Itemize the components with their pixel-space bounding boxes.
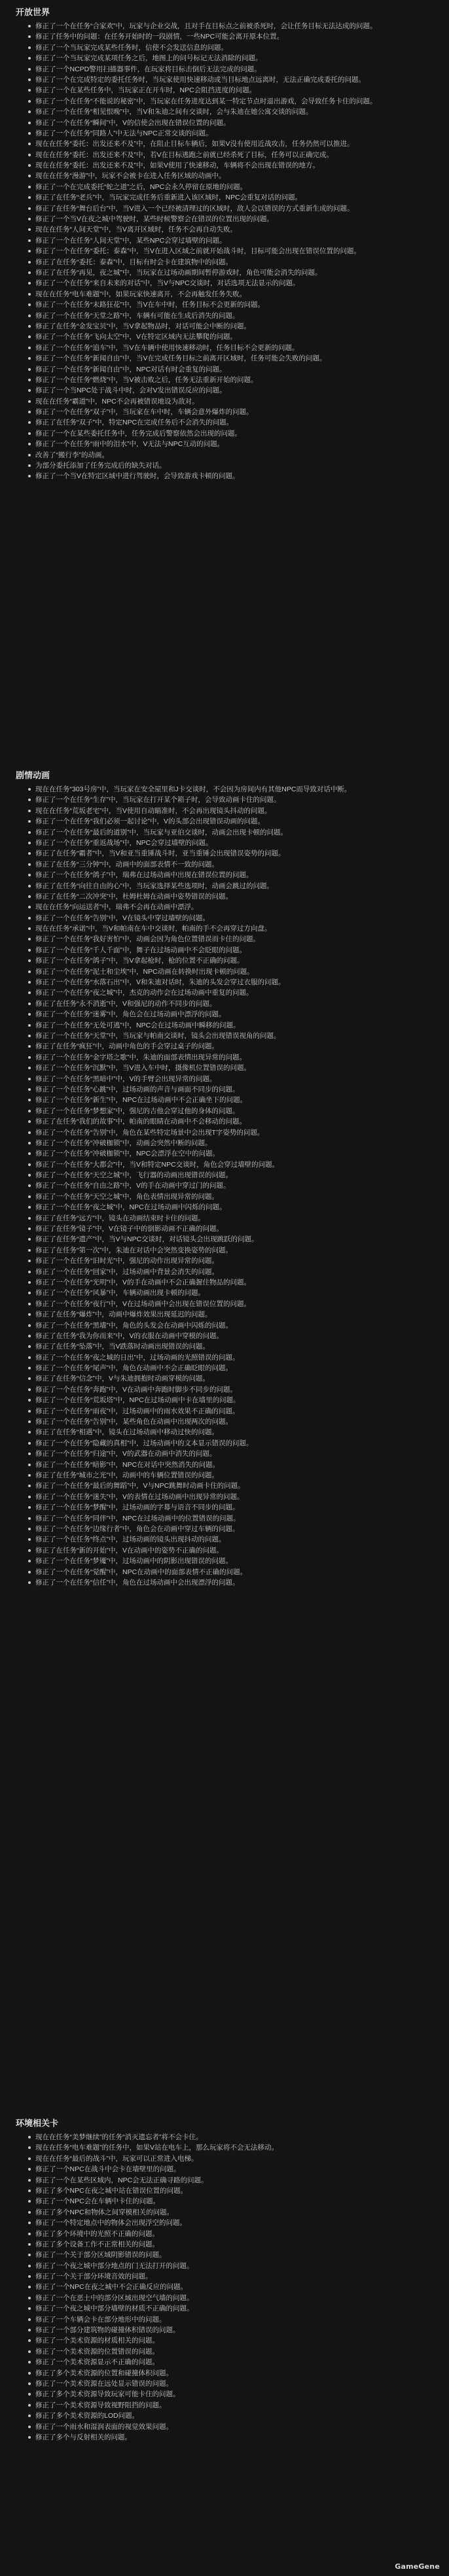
list-item: 修正了一个在任务“鸽子”中，瑞弗在过场动画中出现在错误位置的问题。 <box>35 870 435 880</box>
list-item: 修正了一个雨水和湿润表面的视觉效果问题。 <box>35 2422 435 2431</box>
list-item: 修正了一个在任务“告别”中，V在镜头中穿过墙壁的问题。 <box>35 914 435 923</box>
list-item: 修正了一个在某些区域内，NPC会无法正确寻路的问题。 <box>35 2176 435 2185</box>
list-item: 修正了一个在任务“来自未来的对话”中，当V与NPC交谈时，对话选项无法显示的问题。 <box>35 279 435 288</box>
list-item: 修正了在任务“疯狂”中，动画中角色的手会穿过桌子的问题。 <box>35 1042 435 1051</box>
list-item: 修正了一个在任务“最后的舞蹈”中，V与NPC跳舞时动画卡住的问题。 <box>35 1481 435 1490</box>
list-item: 修正了一个当V在夜之城中驾驶时，某些时候警察会在错误的位置出现的问题。 <box>35 215 435 224</box>
list-item: 修正了一个在任务“隐藏的真相”中，过场动画中的文本显示错误的问题。 <box>35 1439 435 1448</box>
list-item: 修正了任务中的问题：在任务开始时的一段剧情，一些NPC可能会离开原本位置。 <box>35 32 435 41</box>
list-item: 修正了一个在任务“沉默”中，当V进入车中时，摄像机位置错误的问题。 <box>35 1063 435 1073</box>
list-item: 修正了一个在任务“旧时光”中，强尼的动作出现异常的问题。 <box>35 1256 435 1265</box>
list-item: 修正了在任务“委托：泰森”中，目标有时会卡在建筑物中的问题。 <box>35 258 435 267</box>
list-item: 修正了一个在任务“生存”中，当玩家在打开某个箱子时，会导致动画卡住的问题。 <box>35 795 435 804</box>
list-item: 修正了多个美术资源的LOD问题。 <box>35 2411 435 2420</box>
list-item: 修正了一个在任务“水落石出”中，V和朱迪对话时，朱迪的头发会穿过衣服的问题。 <box>35 978 435 987</box>
list-item: 修正了一个美术资源显示不正确的问题。 <box>35 2358 435 2367</box>
list-item: 修正了在任务“双子”中，特定NPC在完成任务后不会消失的问题。 <box>35 418 435 427</box>
list-item: 修正了一个美术资源导致视野阻挡的问题。 <box>35 2401 435 2410</box>
list-item: 修正了一个在任务“夜行”中，V在过场动画中会出现在错误位置的问题。 <box>35 1299 435 1309</box>
list-item: 修正了一个在任务“千人千面”中，舞子在过场动画中不会眨眼的问题。 <box>35 946 435 955</box>
list-item: 修正了在任务“镜子”中，V在镜子中的倒影动画不正确的问题。 <box>35 1224 435 1233</box>
list-item: 现在在任务“荒坂老宅”中，当V使用自动瞄准时，不会再出现镜头抖动的问题。 <box>35 806 435 816</box>
list-item: 修正了在任务“再见，夜之城”中，当玩家在过场动画期间暂停游戏时，角色可能会消失的问题。 <box>35 268 435 277</box>
list-item: 修正了一个当NPC处于战斗中时，会对V发出错误反应的问题。 <box>35 386 435 395</box>
list-item: 现在在任务“美梦继续”的任务“消灭遗忘者”将不会卡住。 <box>35 2133 435 2142</box>
list-item: 修正了一个在任务“梦魇”中，过场动画中的阴影出现错误的问题。 <box>35 1556 435 1566</box>
list-item: 修正了一个在任务“终点”中，过场动画的镜头出现抖动的问题。 <box>35 1535 435 1544</box>
watermark-logo: GameGene <box>395 2562 440 2571</box>
list-item: 修正了一个在任务“天堂之路”中，车辆有可能在生成后消失的问题。 <box>35 311 435 320</box>
list-item: 修正了一个夜之城中部分地点的门无法打开的问题。 <box>35 2261 435 2271</box>
list-item: 修正了一个在任务“黑暗中”中，V的手臂会出现异常的问题。 <box>35 1074 435 1084</box>
list-item: 修正了一个在任务“梦想家”中，强尼的吉他会穿过他的身体的问题。 <box>35 1107 435 1116</box>
list-item: 修正了一个部分建筑物的碰撞体积错误的问题。 <box>35 2326 435 2335</box>
list-item: 修正了一个在任务“荒坂塔”中，NPC在过场动画中卡在墙里的问题。 <box>35 1396 435 1405</box>
list-item: 现在在任务“委托：出发还来不及”中，若V在目标逃跑之前就已经杀死了目标，任务可以正确完成。 <box>35 150 435 160</box>
list-item: 修正了一个在任务“冲破枷锁”中，NPC会漂浮在空中的问题。 <box>35 1149 435 1158</box>
section-open-world <box>16 5 435 483</box>
list-item: 修正了一个在任务“委托：泰森”中，当V在进入区域之前就开始战斗时，目标可能会出现在错误位置的问题。 <box>35 247 435 256</box>
list-item: 现在在任务“最后的战斗”中，玩家可以正常进入电梯。 <box>35 2154 435 2163</box>
section-environment <box>16 2116 435 2443</box>
list-item: 现在在任务“向运送者”中，瑞弗不会再在动画中漂浮。 <box>35 902 435 912</box>
list-item: 修正了一个在恶土中的部分区域出现空气墙的问题。 <box>35 2293 435 2303</box>
list-item: 修正了一个当玩家完成某些任务时，信使不会发送信息的问题。 <box>35 43 435 52</box>
list-item: 现在在任务“303号房”中，当玩家在安全屋里和J卡交谈时，不会因为房间内有其他NPC而导致对话中断。 <box>35 785 435 794</box>
list-item: 修正了一个在任务“告别”中，某些角色在动画中出现两次的问题。 <box>35 1417 435 1426</box>
list-item: 修正了一个在任务“夜之城的日出”中，过场动画的光照错误的问题。 <box>35 1353 435 1362</box>
list-item: 修正了一个美术资源在远处显示错误的问题。 <box>35 2379 435 2388</box>
list-item: 修正了在任务“我为你而来”中，V的衣服在动画中穿模的问题。 <box>35 1331 435 1341</box>
list-item: 修正了在任务“相遇”中，镜头在过场动画中移动过快的问题。 <box>35 1428 435 1437</box>
list-item: 修正了一个在任务“风暴”中，车辆动画出现卡顿的问题。 <box>35 1288 435 1297</box>
list-item: 修正了一个在完成委托“蛇之道”之后，NPC会永久停留在原地的问题。 <box>35 182 435 192</box>
list-item: 现在在任务“承诺”中，当V和帕南在车中交谈时，帕南的手不会再穿过方向盘。 <box>35 924 435 933</box>
list-item: 修正了多个NPC和物体之间穿模相关的问题。 <box>35 2208 435 2217</box>
list-item: 修正了一个关于部分区域阴影错误的问题。 <box>35 2250 435 2259</box>
list-item: 修正了一个在任务“大都会”中，当V和特定NPC交谈时，角色会穿过墙壁的问题。 <box>35 1160 435 1169</box>
list-item: 修正了在任务“金发宝贝”中，当V拿起物品时，对话可能会中断的问题。 <box>35 322 435 331</box>
list-item: 为部分委托添加了任务完成后的缺失对话。 <box>35 461 435 470</box>
list-item: 修正了多个设备工作不正常相关的问题。 <box>35 2240 435 2249</box>
list-item: 修正了在任务“坠落”中，当V跌落时动画出现错误的问题。 <box>35 1342 435 1351</box>
list-item: 现在在任务“电车难题”的任务中，如果V站在电车上，那么玩家将不会无法移动。 <box>35 2143 435 2152</box>
list-item: 修正了一个在任务“新闻自由”中，NPC对话有时会重复的问题。 <box>35 365 435 374</box>
list-item: 修正了一个在任务“边缘行者”中，角色会在动画中穿过车辆的问题。 <box>35 1524 435 1534</box>
list-item: 修正了一个在任务“觉醒”中，NPC在动画中的面部表情不正确的问题。 <box>35 1568 435 1577</box>
list-item: 修正了一个在任务“鸽子”中，当V拿起枪时，枪的位置不正确的问题。 <box>35 956 435 965</box>
list-item: 现在在任务“漫游”中，玩家不会被卡在进入任务区域的动画中。 <box>35 171 435 180</box>
list-item: 修正了一个在完成特定的委托任务时，当玩家使用快速移动或当目标地点远离时，无法正确完成委托的问题。 <box>35 75 435 84</box>
section-title-cutscenes: 剧情动画 <box>16 770 50 780</box>
list-item: 修正了一个在任务“新闻自由”中，当V在完成任务目标之前离开区域时，任务可能会失败的问题。 <box>35 354 435 363</box>
list-item: 修正了一个在任务“最后的道别”中，当玩家与亚伯交谈时，动画会出现卡顿的问题。 <box>35 828 435 837</box>
list-item: 修正了在任务“向往自由的心”中，当玩家选择某些选项时，动画会跳过的问题。 <box>35 882 435 891</box>
list-item: 修正了一个在任务“梦醒”中，过场动画的字幕与语音不同步的问题。 <box>35 1503 435 1512</box>
list-item: 修正了一个在任务“飞向太空”中，V在特定区域内无法攀爬的问题。 <box>35 332 435 341</box>
list-item: 修正了一个在任务“合家欢”中，玩家与企业交战，且对手在目标点之前被杀死时，会让任务目标无法达成的问题。 <box>35 22 435 31</box>
list-item: 修正了一个在任务“雨夜”中，过场动画中的雨水效果不正确的问题。 <box>35 1407 435 1416</box>
list-item: 修正了多个NPC在夜之城中站在错误位置的问题。 <box>35 2186 435 2195</box>
list-item: 现在在任务“电车难题”中，如果玩家快速离开，不会再触发任务失败。 <box>35 290 435 299</box>
list-item: 修正了一个NPC在夜之城中不会正确反应的问题。 <box>35 2282 435 2292</box>
list-item: 修正了在任务“三分钟”中，动画中的面部表情不一致的问题。 <box>35 860 435 869</box>
list-item: 现在在任务“委托：出发还来不及”中，如果V使用了快速移动，车辆将不会出现在错误的地方。 <box>35 161 435 170</box>
list-item: 修正了一个在任务“归途”中，V的武器在动画中消失的问题。 <box>35 1449 435 1458</box>
list-item: 修正了在任务“老兵”中，当玩家完成任务后重新进入该区域时，NPC会重复对话的问题。 <box>35 193 435 202</box>
list-item: 修正了一个在任务“暗影”中，NPC在对话中突然消失的问题。 <box>35 1460 435 1469</box>
list-item: 修正了一个车辆会卡在部分地形中的问题。 <box>35 2315 435 2324</box>
list-item: 修正了多个美术资源的位置和碰撞体积问题。 <box>35 2369 435 2378</box>
list-item: 修正了一个当玩家完成某项任务之后，地图上的问号标记无法消除的问题。 <box>35 54 435 63</box>
list-item: 修正了一个在任务“末路狂花”中，当V在车中时，任务目标不会更新的问题。 <box>35 300 435 309</box>
list-item: 修正了一个在任务“夜之城”中，杰克的动作会在过场动画中重复的问题。 <box>35 988 435 997</box>
list-item: 修正了一个在任务“同路人”中无法与NPC正常交谈的问题。 <box>35 129 435 138</box>
list-item: 修正了多个与反射相关的问题。 <box>35 2433 435 2442</box>
list-item: 修正了在任务“霸者”中，当V和亚当重锤战斗时，亚当重锤会出现错误姿势的问题。 <box>35 849 435 858</box>
list-item: 修正了在任务“永不消逝”中，V和强尼的动作不同步的问题。 <box>35 999 435 1008</box>
list-item: 修正了一个在任务“迷雾”中，角色会在过场动画中漂浮的问题。 <box>35 1010 435 1019</box>
list-item: 现在在任务“委托：出发还来不及”中，在阻止目标车辆后，如果V没有使用近战攻击，任务仍然可以推进。 <box>35 139 435 148</box>
list-item: 修正了一个在任务“信任”中，角色在过场动画中会出现漂浮的问题。 <box>35 1578 435 1587</box>
list-item: 修正了一个NCPD警用扫描器事件，在玩家将目标击倒后无法完成的问题。 <box>35 65 435 74</box>
list-item: 修正了一个在任务“追车”中，当V在车辆中使用快速移动时，任务目标不会更新的问题。 <box>35 343 435 352</box>
list-item: 修正了在任务“舞台后台”中，当V进入一个已经被清理过的区域时，敌人会以错误的方式重新生成的问题。 <box>35 204 435 213</box>
list-item: 修正了一个在任务“天堂”中，当玩家与帕南交谈时，镜头会出现错误视角的问题。 <box>35 1031 435 1040</box>
list-item: 修正了一个在任务“奔跑”中，V在动画中奔跑时脚步不同步的问题。 <box>35 1385 435 1394</box>
list-item: 修正了一个NPC会在车辆中卡住的问题。 <box>35 2197 435 2206</box>
list-item: 修正了在任务“爆炸”中，动画中爆炸效果出现延迟的问题。 <box>35 1310 435 1319</box>
list-item: 修正了一个在任务“尾声”中，角色在动画中不会正确眨眼的问题。 <box>35 1364 435 1373</box>
list-item: 修正了一个当V在特定区域中进行驾驶时，会导致游戏卡顿的问题。 <box>35 472 435 481</box>
list-item: 修正了一个在任务“迷失”中，V的表情在过场动画中出现异常的问题。 <box>35 1492 435 1502</box>
section-title-environment: 环境相关卡 <box>16 2118 59 2128</box>
list-item: 修正了一个关于部分环境音效的问题。 <box>35 2272 435 2281</box>
list-item: 修正了一个在任务“黑墙”中，角色的头发会在动画中闪烁的问题。 <box>35 1321 435 1330</box>
notes-list-open-world <box>16 22 435 481</box>
list-item: 修正了一个在任务“不能说的秘密”中，当玩家在任务进度达到某一特定节点时退出游戏，会导致任务卡住的问题。 <box>35 97 435 106</box>
list-item: 修正了一个在任务“雨中的泪水”中，V无法与NPC互动的问题。 <box>35 439 435 449</box>
list-item: 修正了一个美术资源的位置错误的问题。 <box>35 2347 435 2356</box>
list-item: 修正了一个在任务“燃烧”中，当V被击败之后，任务无法重新开始的问题。 <box>35 375 435 385</box>
list-item: 修正了一个在任务“金字塔之歌”中，朱迪的面部表情出现异常的问题。 <box>35 1053 435 1062</box>
list-item: 修正了一个在任务“同伴”中，NPC在过场动画中的位置错误的问题。 <box>35 1514 435 1523</box>
list-item: 修正了一个在任务“泥土和尘埃”中，NPC动画在转换时出现卡顿的问题。 <box>35 967 435 976</box>
list-item: 修正了多个环境中的光照不正确的问题。 <box>35 2229 435 2239</box>
list-item: 修正了一个在任务“自由之路”中，V的手在动画中穿过门的问题。 <box>35 1181 435 1190</box>
list-item: 修正了一个在任务“相见恨晚”中，当V和朱迪之间有交谈时，会与朱迪在她公寓交谈的问题。 <box>35 107 435 116</box>
list-item: 修正了一个在任务“夜之城”中，NPC在过场动画中闪烁的问题。 <box>35 1203 435 1212</box>
list-item: 修正了一个在某些任务中，当玩家正在开车时，NPC会阻挡进度的问题。 <box>35 86 435 95</box>
list-item: 修正了一个在任务“重返战场”中，NPC会穿过墙壁的问题。 <box>35 838 435 848</box>
list-item: 修正了一个在任务“我们必须一起讨论”中，V的头部会出现错误动画的问题。 <box>35 817 435 826</box>
list-item: 现在在任务“人间天堂”中，当V离开区域时，任务不会再自动失败。 <box>35 225 435 234</box>
list-item: 修正了在任务“遗产”中，当V与NPC交谈时，对话镜头会出现跳跃的问题。 <box>35 1235 435 1244</box>
list-item: 修正了在任务“新的开始”中，V在动画中的姿势不正确的问题。 <box>35 1546 435 1555</box>
list-item: 修正了一个在任务“回家”中，过场动画中背景会消失的问题。 <box>35 1267 435 1277</box>
list-item: 修正了一个NPC在战斗中会卡在墙壁里的问题。 <box>35 2165 435 2174</box>
list-item: 修正了一个在任务“新生”中，NPC在过场动画中不会正确坐下的问题。 <box>35 1095 435 1105</box>
notes-list-cutscenes <box>16 785 435 1587</box>
list-item: 修正了一个美术资源的材质相关的问题。 <box>35 2336 435 2345</box>
section-cutscenes <box>16 768 435 1589</box>
list-item: 修正了一个在任务“天空之城”中，角色表情出现异常的问题。 <box>35 1192 435 1201</box>
list-item: 修正了一个在任务“我好害怕”中，动画会因为角色位置错误而卡住的问题。 <box>35 935 435 944</box>
list-item: 修正了在任务“远方”中，镜头在动画结束时卡住的问题。 <box>35 1214 435 1223</box>
list-item: 修正了一个在任务“双子”中，当玩家在车中时，车辆会意外爆炸的问题。 <box>35 407 435 417</box>
list-item: 修正了一个在某些委托任务中，任务完成后警察依然会出现的问题。 <box>35 429 435 438</box>
list-item: 修正了一个在任务“天空之城”中，飞行器的动画出现错误的问题。 <box>35 1171 435 1180</box>
list-item: 修正了在任务“二次冲突”中，杜姆杜姆在动画中姿势错误的问题。 <box>35 892 435 901</box>
list-item: 修正了一个在任务“告别”中，角色在某些特定场景中会出现T字姿势的问题。 <box>35 1128 435 1137</box>
list-item: 修正了在任务“信念”中，V与朱迪拥抱时动画穿模的问题。 <box>35 1374 435 1383</box>
list-item: 修正了一个在任务“光明”中，V的手在动画中不会正确握住物品的问题。 <box>35 1278 435 1287</box>
notes-list-environment <box>16 2133 435 2442</box>
list-item: 修正了一个夜之城中部分墙壁的材质不正确的问题。 <box>35 2304 435 2313</box>
list-item: 修正了一个在任务“人间天堂”中，某些NPC会穿过墙壁的问题。 <box>35 236 435 245</box>
list-item: 修正了在任务“我们的故事”中，帕南的眼睛在动画中不会移动的问题。 <box>35 1117 435 1126</box>
list-item: 改善了“搬行李”的动画。 <box>35 451 435 460</box>
list-item: 修正了一个在任务“心跳”中，过场动画的声音与画面不同步的问题。 <box>35 1085 435 1094</box>
list-item: 修正了在任务“城市之光”中，动画中的车辆位置错误的问题。 <box>35 1471 435 1480</box>
section-title-open-world: 开放世界 <box>16 7 50 17</box>
list-item: 修正了一个特定地点中的物体会出现浮空的问题。 <box>35 2218 435 2227</box>
list-item: 现在在任务“霸道”中，NPC不会再被错误地设为敌对。 <box>35 397 435 406</box>
list-item: 修正了多个美术资源导致玩家可能卡住的问题。 <box>35 2390 435 2399</box>
list-item: 修正了一个在任务“瞬间”中，V的信使会出现在错误位置的问题。 <box>35 118 435 128</box>
list-item: 修正了在任务“第一次”中，朱迪在对话中会突然变换姿势的问题。 <box>35 1246 435 1255</box>
list-item: 修正了一个在任务“无处可逃”中，NPC会在过场动画中瞬移的问题。 <box>35 1021 435 1030</box>
list-item: 修正了一个在任务“冲破枷锁”中，动画会突然中断的问题。 <box>35 1139 435 1148</box>
